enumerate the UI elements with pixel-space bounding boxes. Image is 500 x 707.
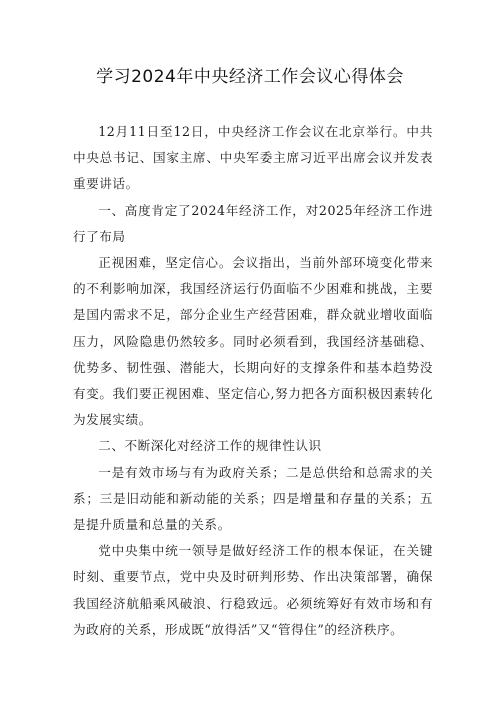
document-title: 学习2024年中央经济工作会议心得体会 xyxy=(96,67,404,87)
document-body xyxy=(73,119,433,643)
paragraph-intro: 12月11日至12日，中央经济工作会议在北京举行。中共中央总书记、国家主席、中央军委主席习近平出席会议并发表重要讲话。 xyxy=(73,124,433,192)
section-heading-1: 一、高度肯定了2024年经济工作，对2025年经济工作进行了布局 xyxy=(73,202,433,244)
paragraph-relations: 一是有效市场与有为政府关系；二是总供给和总需求的关系；三是旧动能和新动能的关系；四是增量和存量的关系；五是提升质量和总量的关系。 xyxy=(73,464,433,533)
section-heading-2: 二、不断深化对经济工作的规律性认识 xyxy=(98,438,322,454)
paragraph-difficulties: 正视困难，坚定信心。会议指出，当前外部环境变化带来的不利影响加深，我国经济运行仍面临不少困难和挑战，主要是国内需求不足，部分企业生产经营困难，群众就业增收面临压力，风险隐患仍然较多。同时必须看到，我国经济基础稳、优势多、韧性强、潜能大，长期向好的支撑条件和基本趋势没有变。我们要正视困难、坚定信心,努力把各方面积极因素转化为发展实绩。 xyxy=(73,255,433,428)
paragraph-leadership: 党中央集中统一领导是做好经济工作的根本保证，在关键时刻、重要节点，党中央及时研判形势、作出决策部署，确保我国经济航船乘风破浪、行稳致远。必须统筹好有效市场和有为政府的关系，形成既“放得活”又“管得住”的经济秩序。 xyxy=(73,543,433,637)
